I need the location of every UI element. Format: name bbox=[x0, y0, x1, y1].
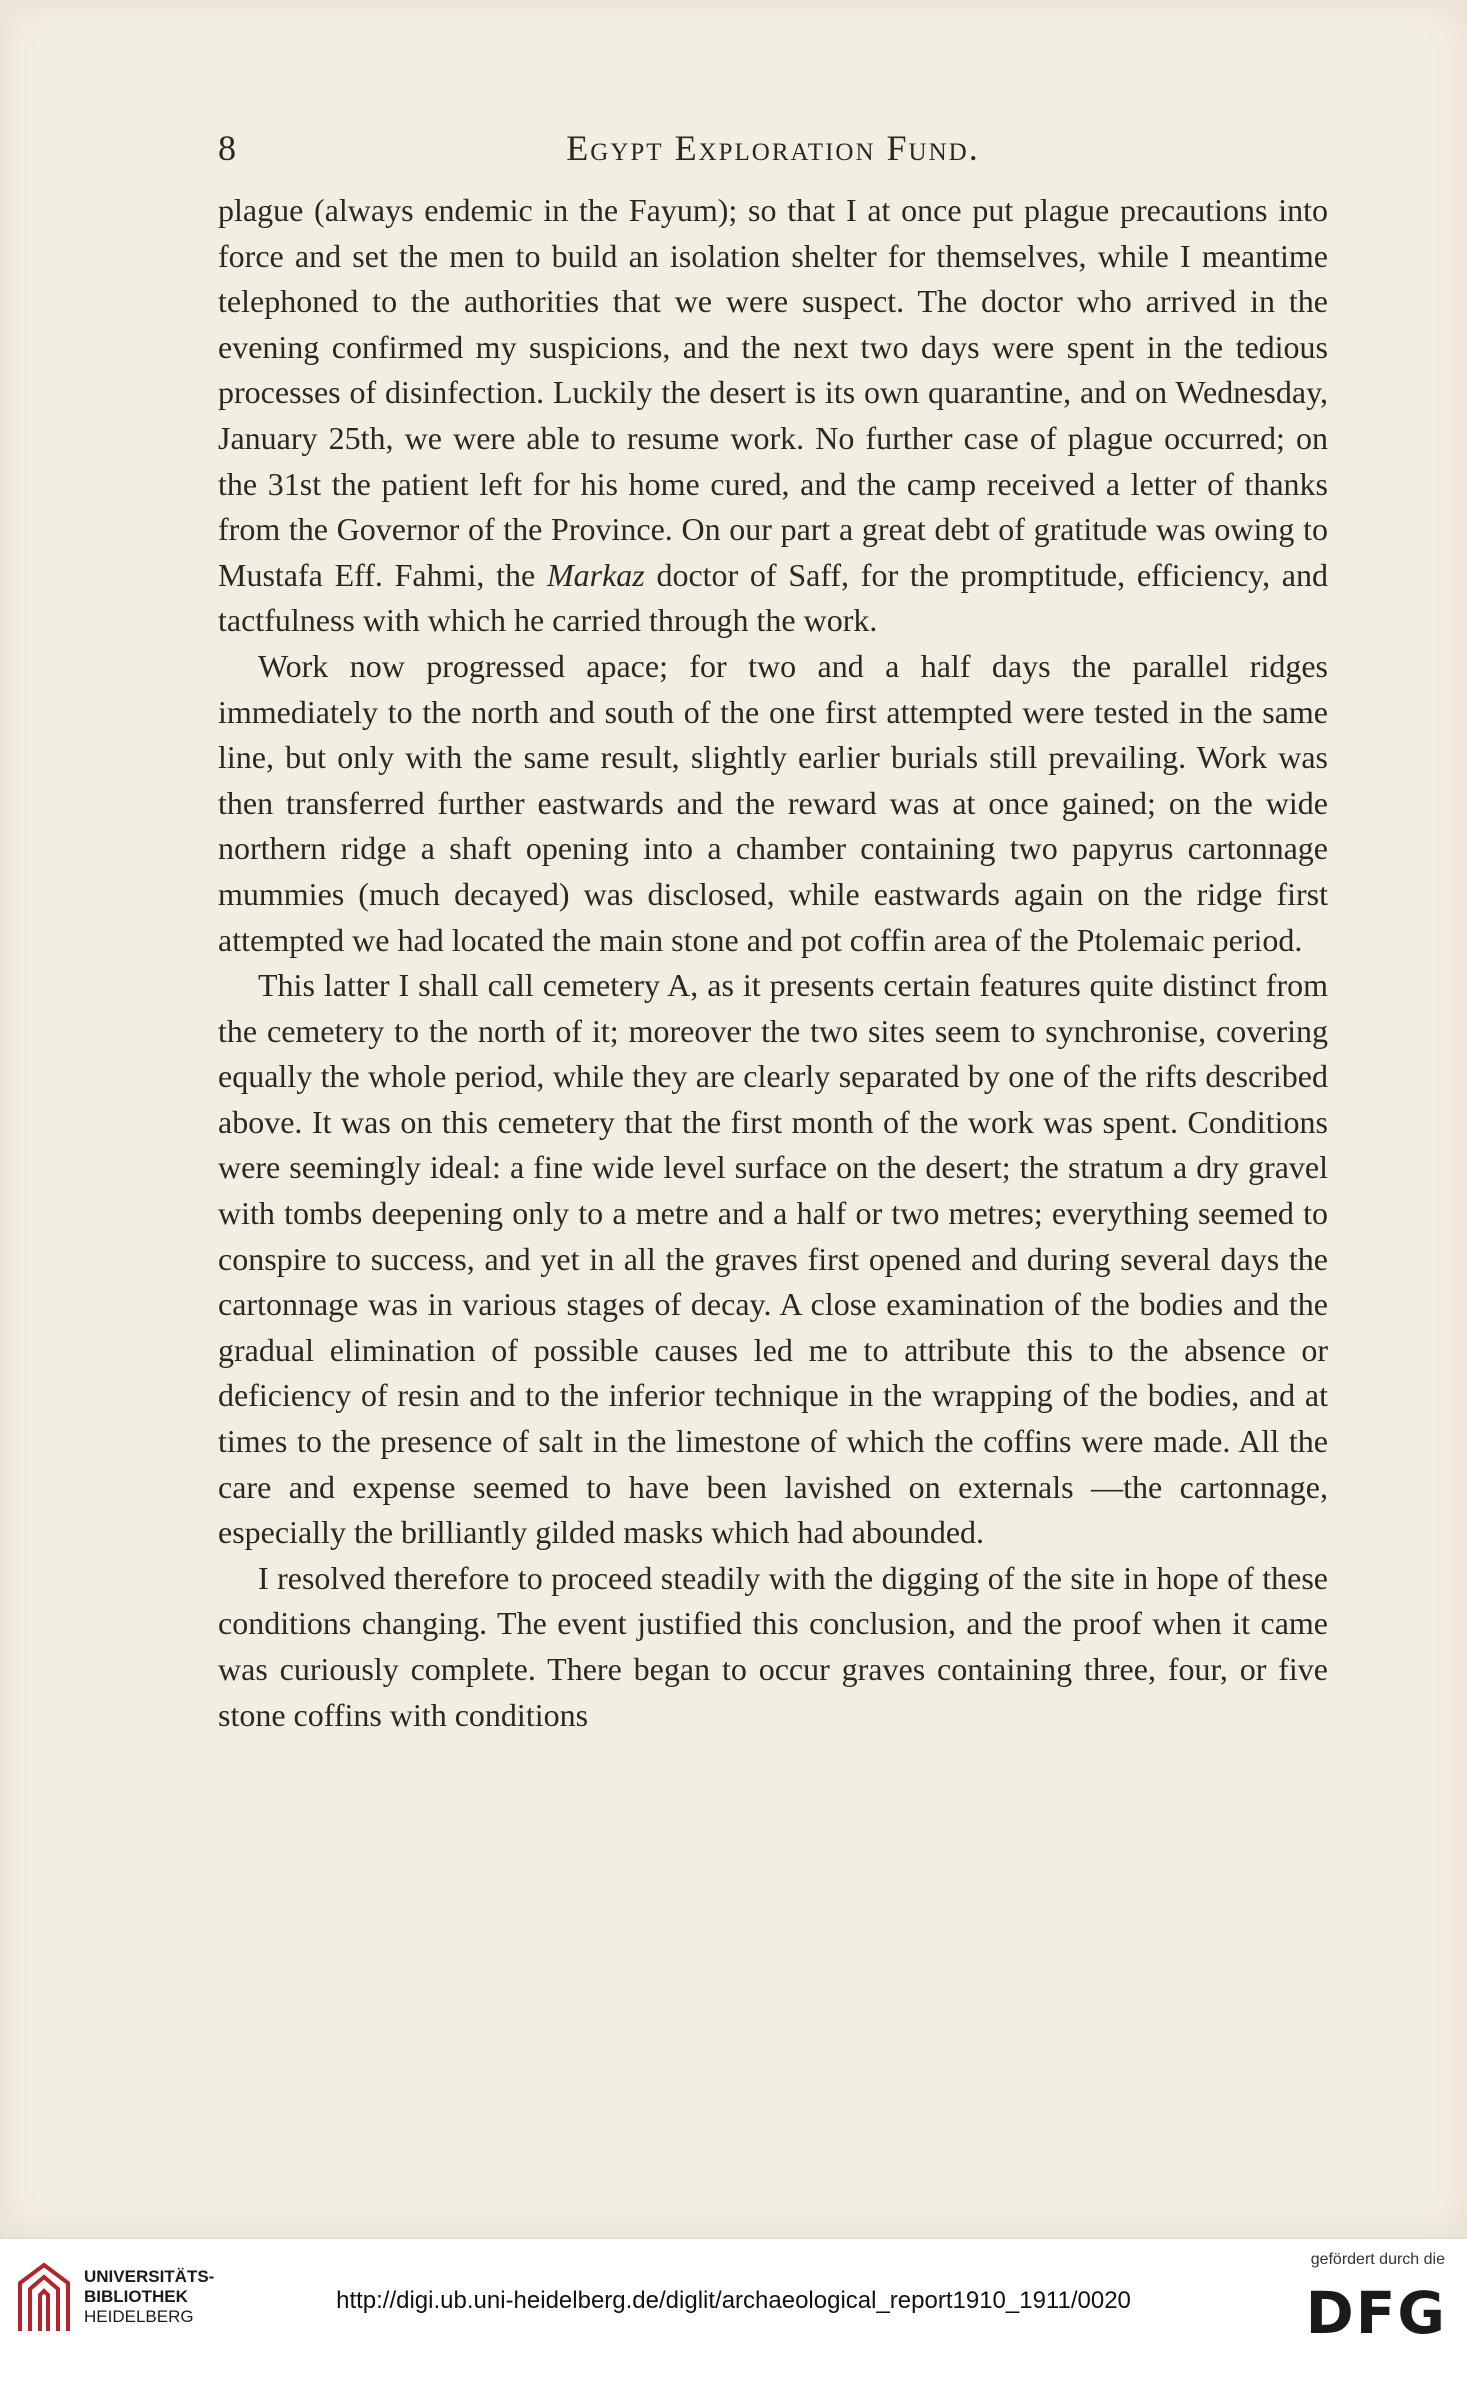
institution-line-2: BIBLIOTHEK bbox=[84, 2287, 188, 2306]
body-text bbox=[218, 188, 1328, 1738]
funded-by-label: gefördert durch die bbox=[1310, 2251, 1445, 2268]
dfg-logo: DFG bbox=[1305, 2279, 1447, 2347]
source-url-link[interactable]: http://digi.ub.uni-heidelberg.de/diglit/archaeological_report1910_1911/0020 bbox=[336, 2287, 1131, 2314]
paragraph-1-text: plague (always endemic in the Fayum); so that I at once put plague precautions into force and set the men to build an isolation shelter for themselves, while I meantime telephoned to the authorities that we were suspect. The doctor who arrived in the evening confirmed my suspicions, and the next two days were spent in the tedious processes of disinfection. Luckily the desert is its own quarantine, and on Wednesday, January 25th, we were able to resume work. No further case of plague occurred; on the 31st the patient left for his home cured, and the camp received a letter of thanks from the Governor of the Province. On our part a great debt of gratitude was owing to Mustafa Eff. Fahmi, the bbox=[218, 192, 1328, 593]
paragraph-3: This latter I shall call cemetery A, as it presents certain features quite distinct from the cemetery to the north of it; moreover the two sites seem to synchronise, covering equally the whole period, while they are clearly separated by one of the rifts described above. It was on this cemetery that the first month of the work was spent. Conditions were seemingly ideal: a fine wide level surface on the desert; the stratum a dry gravel with tombs deepening only to a metre and a half or two metres; everything seemed to conspire to success, and yet in all the graves first opened and during several days the cartonnage was in various stages of decay. A close examination of the bodies and the gradual elimination of possible causes led me to attribute this to the absence or deficiency of resin and to the inferior technique in the wrapping of the bodies, and at times to the presence of salt in the limestone of which the coffins were made. All the care and expense seemed to have been lavished on externals —the cartonnage, especially the brilliantly gilded masks which had abounded. bbox=[218, 967, 1328, 1551]
paragraph-1 bbox=[218, 188, 1328, 644]
footer-bar bbox=[0, 2238, 1467, 2381]
page-header bbox=[218, 120, 1328, 176]
paragraph-2: Work now progressed apace; for two and a half days the parallel ridges immediately to the north and south of the one first attempted were tested in the same line, but only with the same result, slightly earlier burials still prevailing. Work was then transferred further eastwards and the reward was at once gained; on the wide northern ridge a shaft opening into a chamber containing two papyrus cartonnage mummies (much decayed) was disclosed, while eastwards again on the ridge first attempted we had located the main stone and pot coffin area of the Ptolemaic period. bbox=[218, 647, 1328, 958]
page-number: 8 bbox=[218, 128, 236, 168]
institution-line-3: HEIDELBERG bbox=[84, 2307, 194, 2326]
paragraph-4: I resolved therefore to proceed steadily with the digging of the site in hope of these conditions changing. The event justified this conclusion, and the proof when it came was curiously complete. There began to occur graves containing three, four, or five stone coffins with conditions bbox=[218, 1559, 1328, 1733]
running-title: Egypt Exploration Fund. bbox=[566, 128, 980, 168]
institution-line-1: UNIVERSITÄTS- bbox=[84, 2267, 215, 2286]
paragraph-1-text-end: doctor of Saff, for the promptitude, efficiency, and tactfulness with which he carried through the work. bbox=[218, 556, 1329, 639]
paragraph-1-italic-term: Markaz bbox=[546, 556, 645, 593]
